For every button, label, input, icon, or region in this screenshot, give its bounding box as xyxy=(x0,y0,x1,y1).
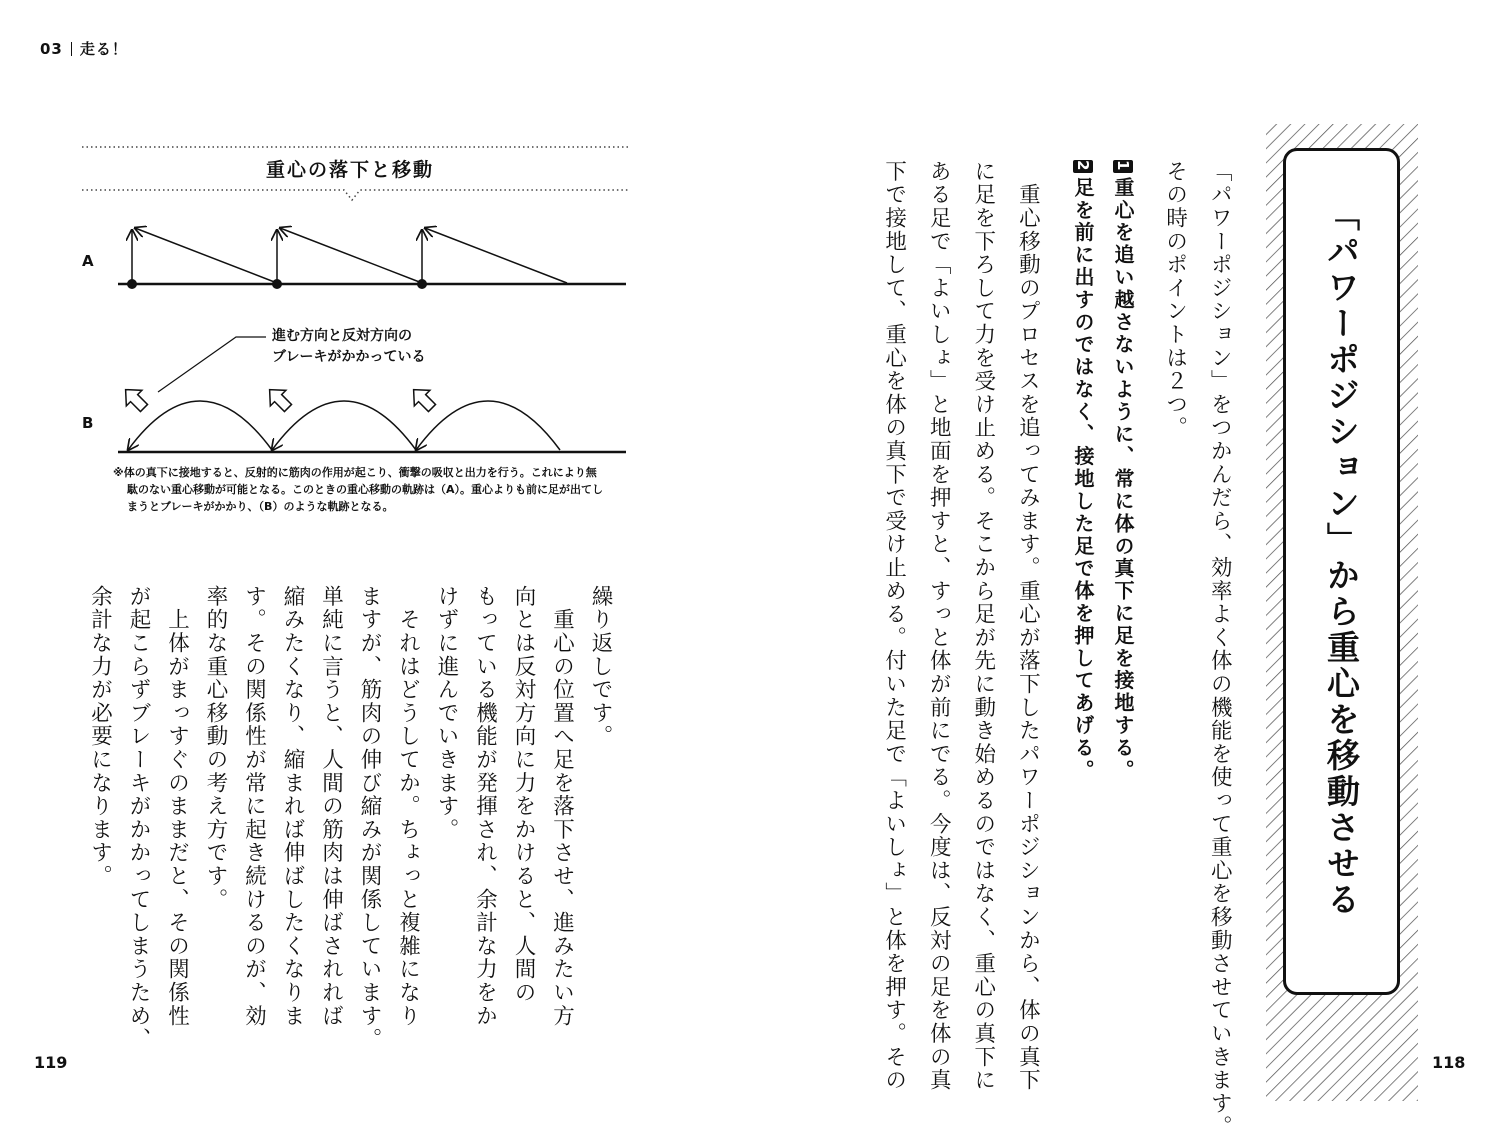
point-item xyxy=(1103,160,1143,782)
text-line: す。その関係性が常に起き続けるのが、効 xyxy=(241,585,267,1028)
point-text: 重心を追い越さないように、常に体の真下に足を接地する。 xyxy=(1111,176,1135,782)
annotation-line: ブレーキがかかっている xyxy=(272,349,426,365)
trajectory-arc-1 xyxy=(128,401,272,450)
annotation-leader-line xyxy=(158,337,266,392)
trajectory-arc-3 xyxy=(416,401,560,450)
chapter-title: 走る！ xyxy=(79,40,128,58)
figure-label-b: B xyxy=(82,414,94,432)
text-line: 率的な重心移動の考え方です。 xyxy=(203,585,228,912)
annotation-line: 進む方向と反対方向の xyxy=(272,328,412,344)
caption-line: ※体の真下に接地すると、反射的に筋肉の作用が起こり、衝撃の吸収と出力を行う。これにより無 xyxy=(113,466,597,479)
figure-caption xyxy=(113,464,628,515)
intro-paragraph xyxy=(1152,160,1241,1139)
page-number-left: 119 xyxy=(34,1053,68,1072)
page-number-right: 118 xyxy=(1432,1053,1466,1072)
vector-diagonal-2 xyxy=(280,228,422,283)
text-line: 「パワーポジション」をつかんだら、効率よく体の機能を使って重心を移動させていきます。 xyxy=(1207,160,1233,1139)
text-line: 上体がまっすぐのままだと、その関係性 xyxy=(164,585,190,1028)
figure-title: 重心の落下と移動 xyxy=(265,159,434,181)
figure-label-a: A xyxy=(82,252,94,270)
key-points xyxy=(1063,160,1143,782)
text-line: ますが、筋肉の伸び縮みが関係しています。 xyxy=(357,585,382,1051)
diagram-a xyxy=(118,228,626,289)
title-rule-bottom xyxy=(82,190,628,200)
text-line: 重心の位置へ足を落下させ、進みたい方 xyxy=(549,585,575,1028)
text-line: それはどうしてか。ちょっと複雑になり xyxy=(395,585,421,1028)
lower-paragraphs xyxy=(80,585,619,1051)
text-line: ある足で「よいしょ」と地面を押すと、すっと体が前にでる。今度は、反対の足を体の真 xyxy=(926,160,952,1092)
point-item xyxy=(1063,160,1103,782)
trajectory-arc-2 xyxy=(272,401,416,450)
vector-diagonal-1 xyxy=(135,228,277,283)
brake-arrow-2 xyxy=(262,382,296,416)
text-line: 繰り返しです。 xyxy=(588,585,613,749)
contact-point-3 xyxy=(417,279,427,289)
brake-arrow-1 xyxy=(118,382,152,416)
caption-line: まうとブレーキがかかり、（B）のような軌跡となる。 xyxy=(127,500,394,513)
text-line: 余計な力が必要になります。 xyxy=(87,585,113,888)
text-line: に足を下ろして力を受け止める。そこから足が先に動き始めるのではなく、重心の真下に xyxy=(970,160,996,1092)
contact-point-1 xyxy=(127,279,137,289)
process-paragraph xyxy=(871,160,1049,1092)
text-line: けずに進んでいきます。 xyxy=(434,585,459,842)
brake-arrow-3 xyxy=(406,382,440,416)
point-number-badge: 1 xyxy=(1114,160,1132,173)
text-line: 縮みたくなり、縮まれば伸ばしたくなりま xyxy=(280,585,305,1028)
text-line: その時のポイントは２つ。 xyxy=(1162,160,1188,440)
text-line: が起こらずブレーキがかかってしまうため、 xyxy=(126,585,151,1051)
text-line: 向とは反対方向に力をかけると、人間の xyxy=(511,585,536,1005)
chapter-number: 03 xyxy=(40,40,63,58)
text-line: 下で接地して、重心を体の真下で受け止める。付いた足で「よいしょ」と体を押す。その xyxy=(881,160,907,1092)
text-line: もっている機能が発揮され、余計な力をか xyxy=(472,585,498,1028)
contact-point-2 xyxy=(272,279,282,289)
text-line: 単純に言うと、人間の筋肉は伸ばされれば xyxy=(318,585,344,1028)
caption-line: 駄のない重心移動が可能となる。このときの重心移動の軌跡は（A）。重心よりも前に足が出てし xyxy=(127,483,604,496)
point-number-badge: 2 xyxy=(1074,160,1092,173)
text-line: 重心移動のプロセスを追ってみます。重心が落下したパワーポジションから、体の真下 xyxy=(1015,160,1041,1092)
point-text: 足を前に出すのではなく、接地した足で体を押してあげる。 xyxy=(1071,176,1095,782)
section-heading: 「パワーポジション」から重心を移動させる xyxy=(1322,198,1361,918)
vector-diagonal-3 xyxy=(425,228,567,283)
figure-annotation xyxy=(272,326,425,368)
